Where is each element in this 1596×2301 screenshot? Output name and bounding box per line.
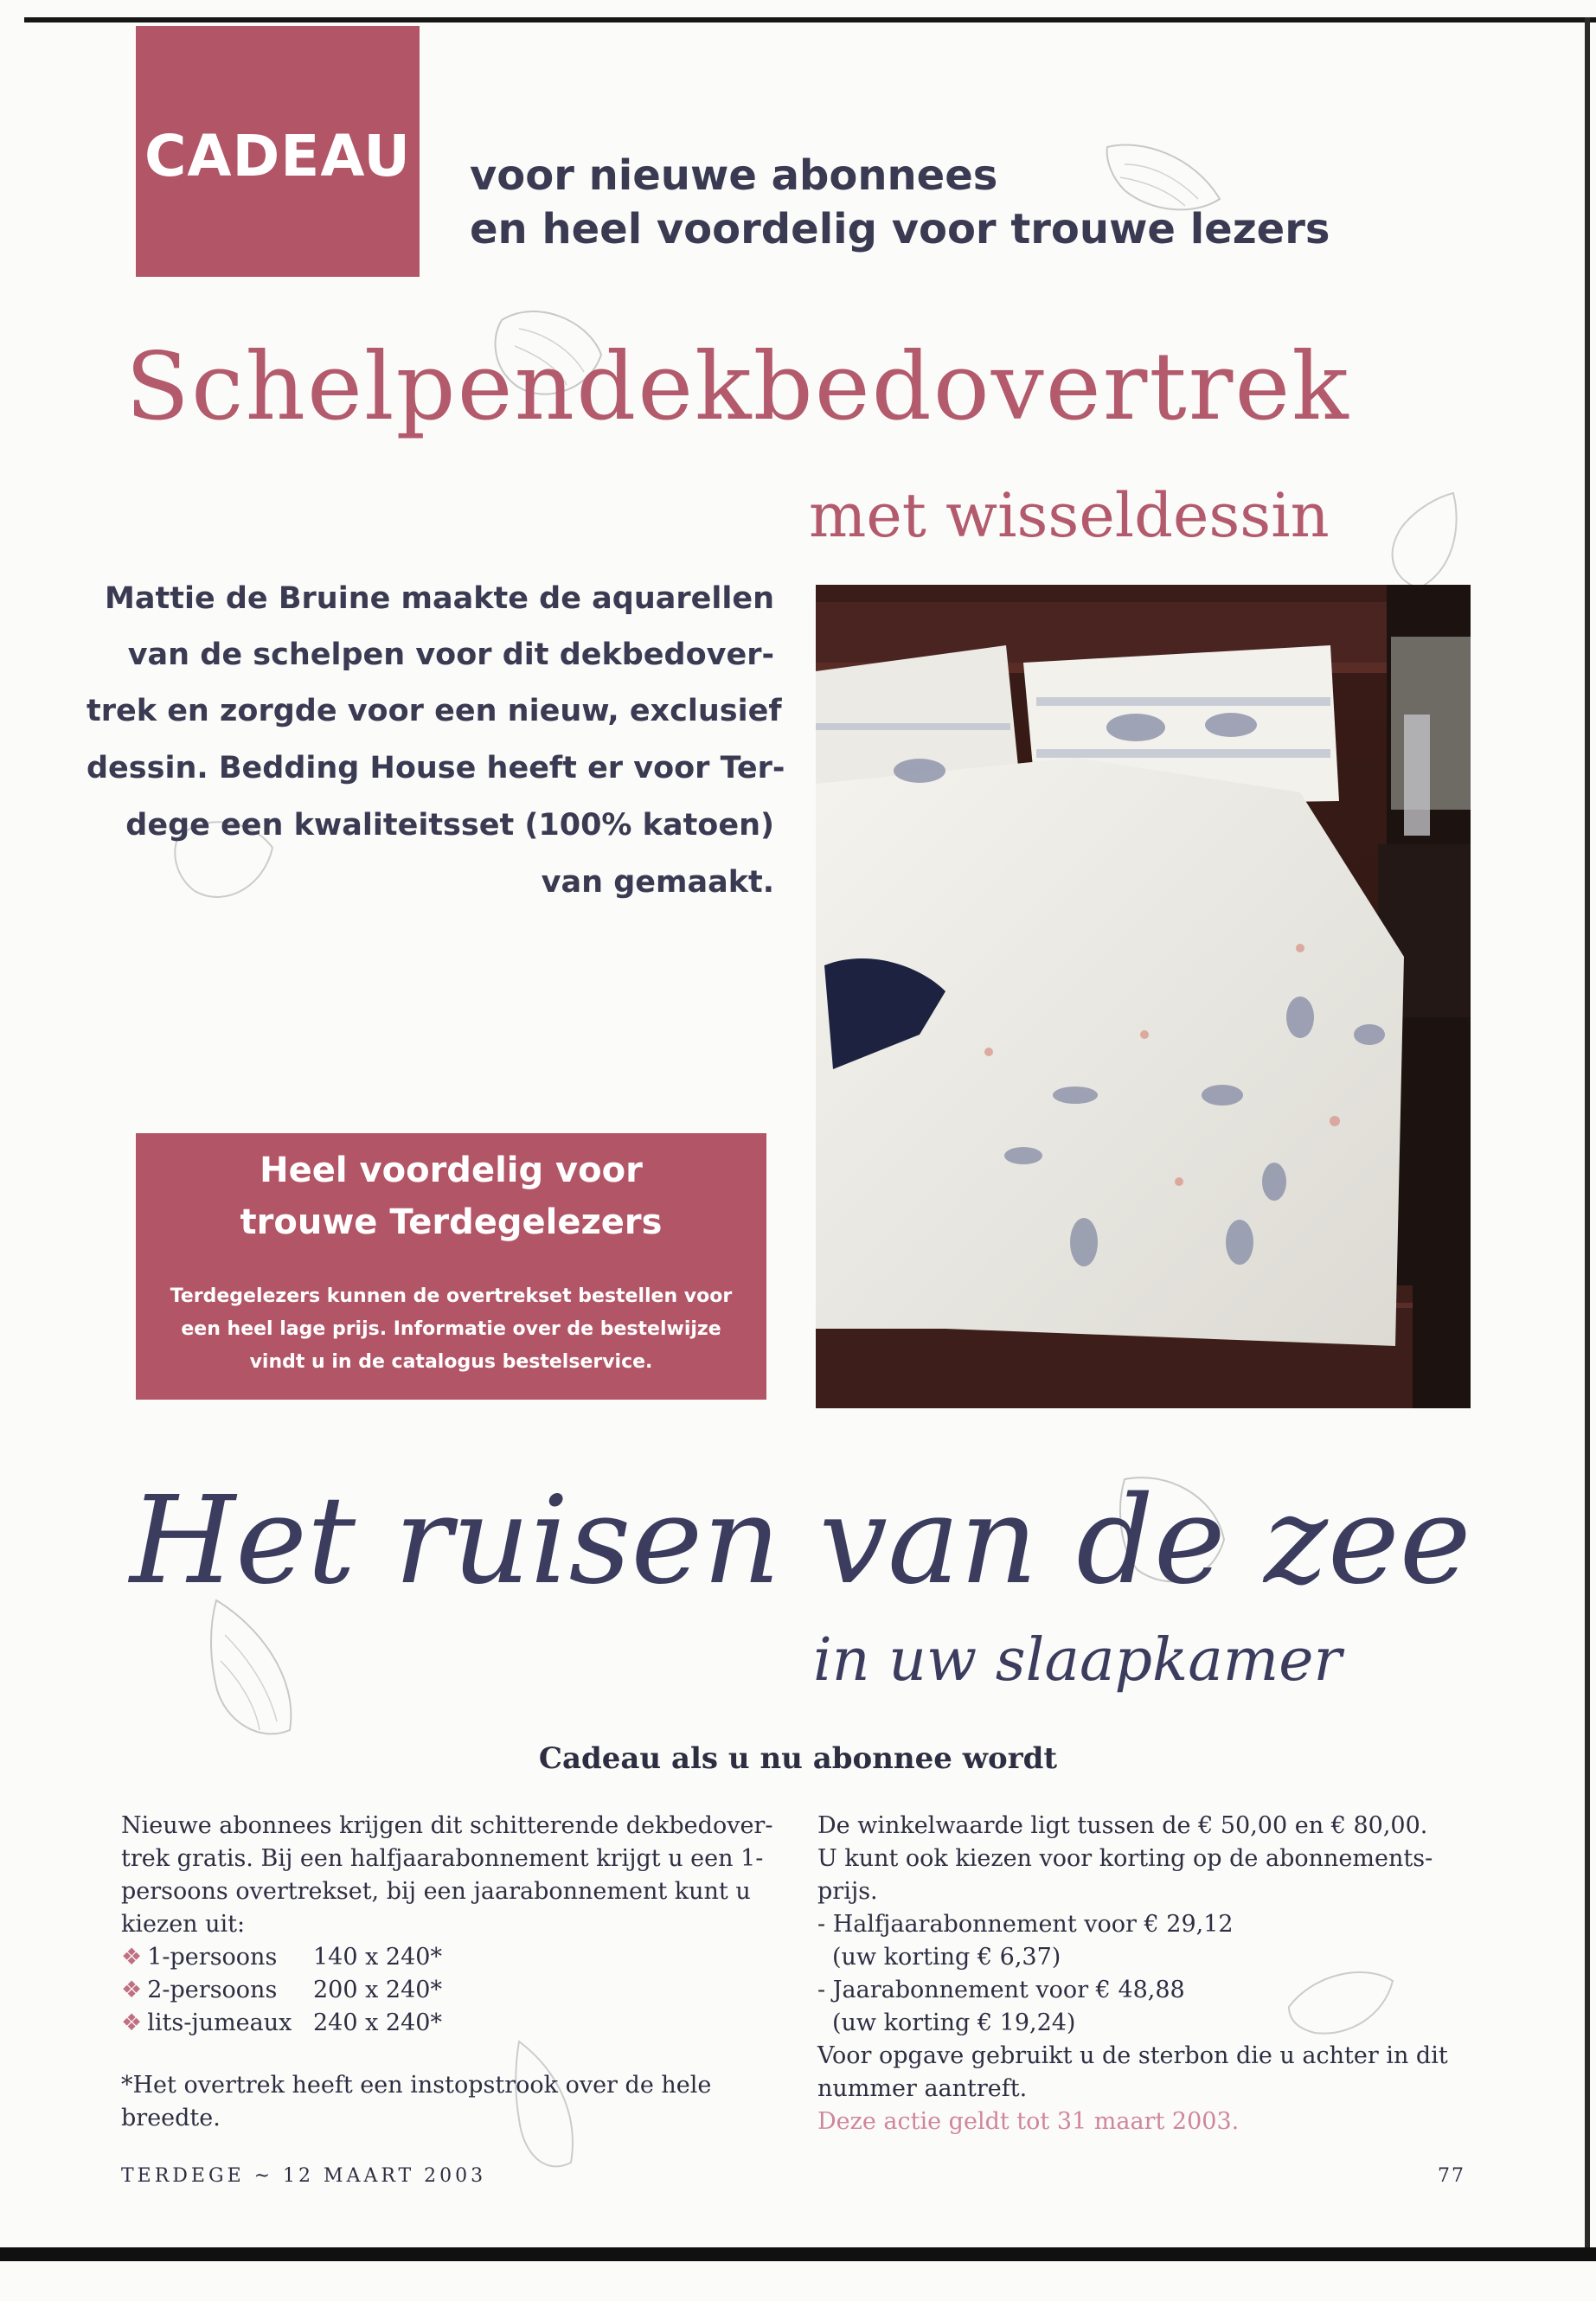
option-size: 140 x 240* bbox=[313, 1944, 442, 1971]
shell-sketch-icon bbox=[199, 1592, 311, 1747]
intro-line: van de schelpen voor dit dekbedover- bbox=[127, 638, 774, 672]
body-line: Voor opgave gebruikt u de sterbon die u achter in dit bbox=[817, 2042, 1448, 2069]
headline-subtitle: in uw slaapkamer bbox=[813, 1626, 1343, 1695]
cadeau-label: CADEAU bbox=[144, 123, 412, 189]
promo-heading-line-2: trouwe Terdegelezers bbox=[240, 1202, 663, 1242]
body-line: persoons overtrekset, bij een jaarabonnement kunt u bbox=[121, 1878, 751, 1905]
header-line-1: voor nieuwe abonnees bbox=[470, 151, 998, 200]
shell-sketch-icon bbox=[1099, 130, 1228, 225]
intro-line: dege een kwaliteitsset (100% katoen) bbox=[125, 808, 774, 843]
promo-heading-line-1: Heel voordelig voor bbox=[260, 1150, 643, 1190]
shell-sketch-icon bbox=[502, 2033, 588, 2180]
body-line: nummer aantreft. bbox=[817, 2075, 1028, 2102]
bed-photo bbox=[816, 585, 1471, 1408]
right-border-line bbox=[1585, 17, 1590, 2249]
promo-text-line: een heel lage prijs. Informatie over de bestelwijze bbox=[181, 1318, 721, 1340]
page-number: 77 bbox=[1438, 2165, 1465, 2187]
headline: Het ruisen van de zee bbox=[130, 1471, 1471, 1612]
option-row bbox=[121, 2009, 292, 2036]
top-border-line bbox=[24, 17, 1596, 22]
promo-text-line: vindt u in de catalogus bestelservice. bbox=[249, 1351, 653, 1373]
option-size: 200 x 240* bbox=[313, 1977, 442, 2003]
body-line: prijs. bbox=[817, 1878, 878, 1905]
discount-line: (uw korting € 19,24) bbox=[832, 2009, 1076, 2036]
shell-sketch-icon bbox=[1367, 484, 1471, 597]
option-name: 1-persoons bbox=[147, 1944, 278, 1971]
option-row bbox=[121, 1977, 277, 2003]
price-line: - Halfjaarabonnement voor € 29,12 bbox=[817, 1911, 1234, 1938]
diamond-bullet-icon: ❖ bbox=[121, 2009, 143, 2036]
footnote-line: breedte. bbox=[121, 2105, 221, 2131]
price-line: - Jaarabonnement voor € 48,88 bbox=[817, 1977, 1185, 2003]
option-row bbox=[121, 1944, 277, 1971]
header-line-2: en heel voordelig voor trouwe lezers bbox=[470, 205, 1330, 253]
option-name: 2-persoons bbox=[147, 1977, 278, 2003]
product-subtitle: met wisseldessin bbox=[809, 480, 1330, 551]
promo-text-line: Terdegelezers kunnen de overtrekset bestellen voor bbox=[170, 1285, 733, 1307]
body-line: kiezen uit: bbox=[121, 1911, 246, 1938]
option-name: lits-jumeaux bbox=[147, 2009, 292, 2036]
section-heading: Cadeau als u nu abonnee wordt bbox=[538, 1741, 1058, 1776]
intro-line: trek en zorgde voor een nieuw, exclusief bbox=[87, 694, 782, 728]
diamond-bullet-icon: ❖ bbox=[121, 1977, 143, 2003]
shell-sketch-icon bbox=[1280, 1955, 1401, 2041]
body-line: trek gratis. Bij een halfjaarabonnement krijgt u een 1- bbox=[121, 1845, 764, 1872]
intro-line: dessin. Bedding House heeft er voor Ter- bbox=[87, 751, 785, 785]
footer-publication: TERDEGE ~ 12 MAART 2003 bbox=[121, 2165, 487, 2187]
body-line: Nieuwe abonnees krijgen dit schitterende dekbedover- bbox=[121, 1812, 773, 1839]
footnote-line: *Het overtrek heeft een instopstrook over de hele bbox=[121, 2072, 712, 2099]
option-size: 240 x 240* bbox=[313, 2009, 442, 2036]
body-line: U kunt ook kiezen voor korting op de abonnements- bbox=[817, 1845, 1433, 1872]
intro-line: Mattie de Bruine maakte de aquarellen bbox=[105, 581, 774, 616]
product-title: Schelpendekbedovertrek bbox=[125, 333, 1350, 441]
bottom-border-line bbox=[0, 2247, 1596, 2261]
deadline-notice: Deze actie geldt tot 31 maart 2003. bbox=[817, 2108, 1240, 2135]
discount-line: (uw korting € 6,37) bbox=[832, 1944, 1061, 1971]
intro-line: van gemaakt. bbox=[541, 865, 774, 900]
diamond-bullet-icon: ❖ bbox=[121, 1944, 143, 1971]
body-line: De winkelwaarde ligt tussen de € 50,00 en € 80,00. bbox=[817, 1812, 1428, 1839]
